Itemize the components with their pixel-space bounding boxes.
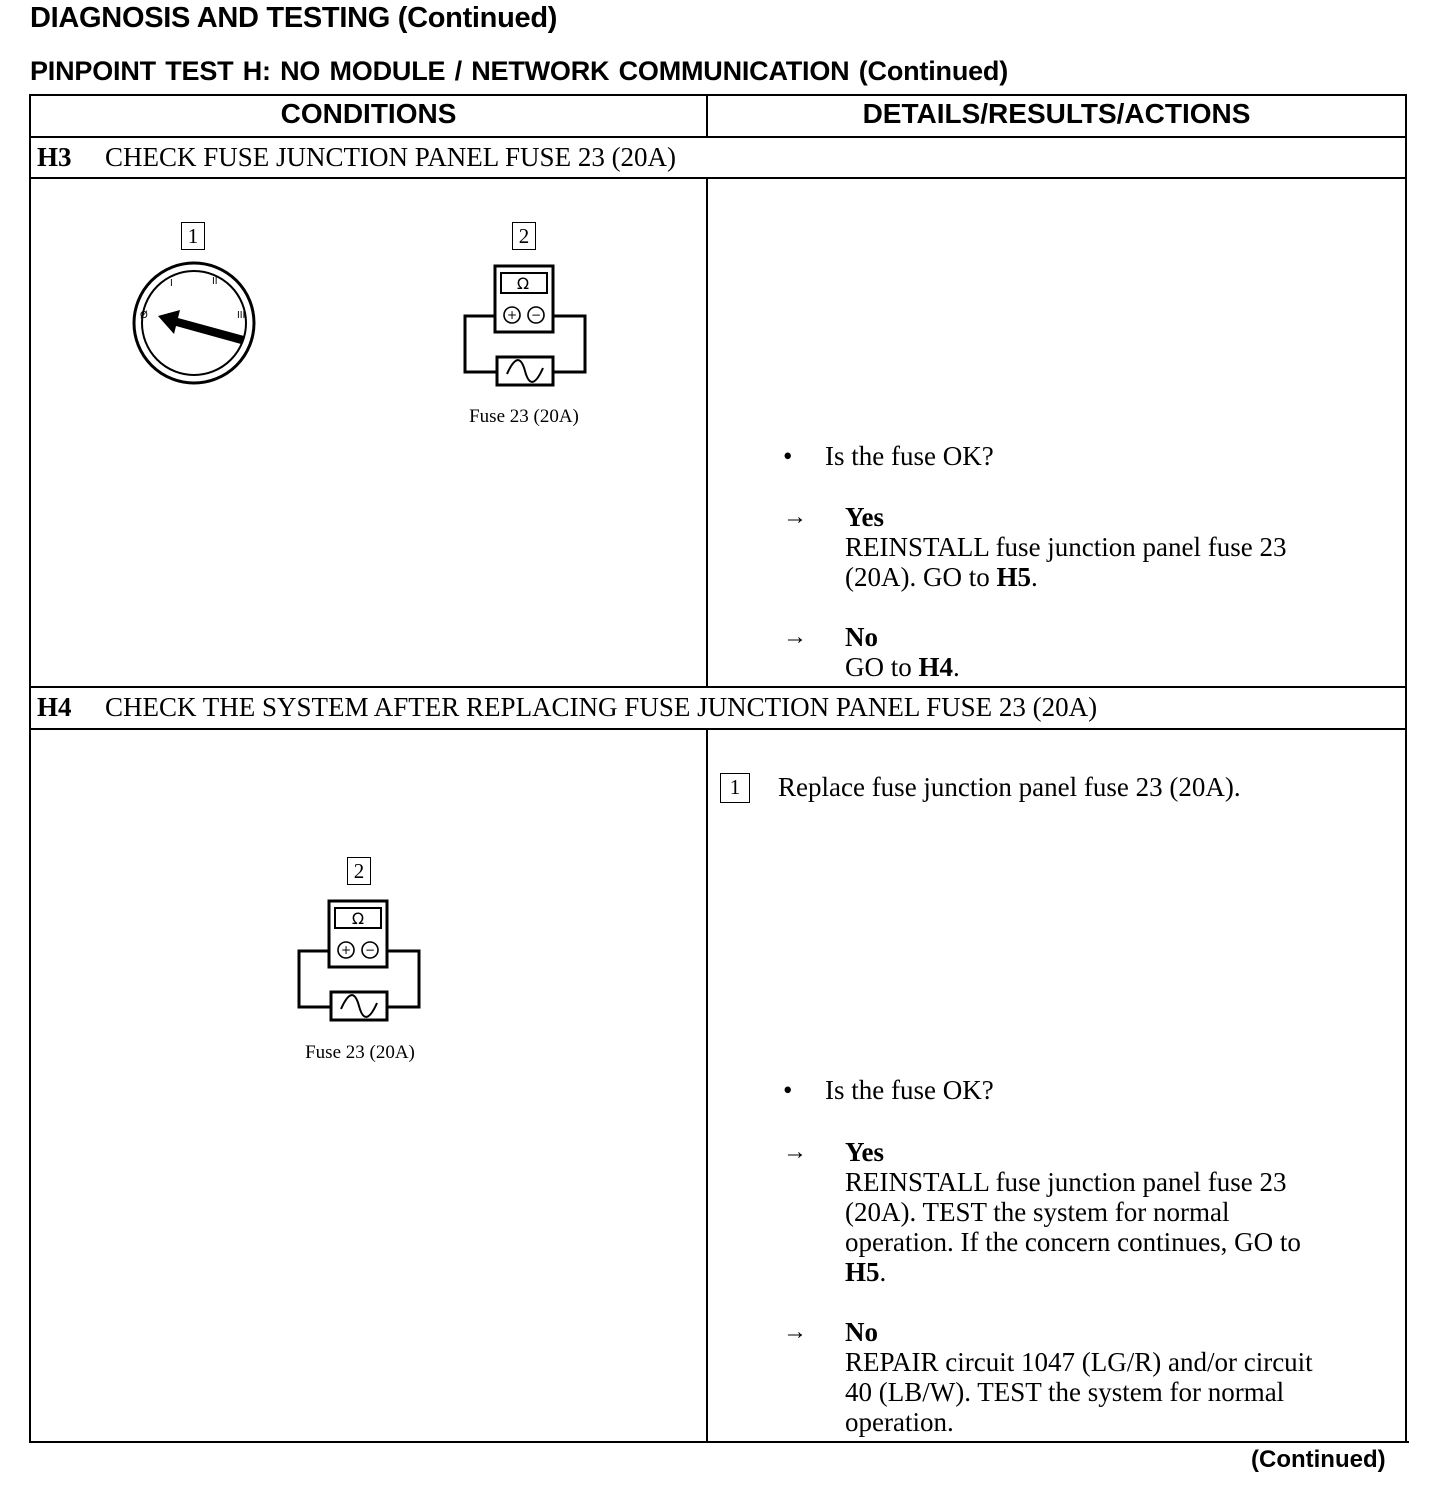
h4-question-bullet: • [783,1075,793,1105]
h4-yes-text-line1: REINSTALL fuse junction panel fuse 23 [845,1167,1287,1197]
h3-no-label: No [845,622,878,652]
h4-step-title: CHECK THE SYSTEM AFTER REPLACING FUSE JUNCTION PANEL FUSE 23 (20A) [105,692,1098,722]
svg-text:+: + [506,308,518,322]
h4-no-result [845,1317,1313,1437]
svg-text:−: − [364,943,376,957]
h4-step1-text: Replace fuse junction panel fuse 23 (20A). [778,772,1241,802]
h4-question: Is the fuse OK? [825,1075,994,1105]
svg-text:III: III [237,310,246,321]
h3-step1-box: 1 [181,222,205,250]
h3-step-title: CHECK FUSE JUNCTION PANEL FUSE 23 (20A) [105,142,677,172]
h4-yes-text-line2: (20A). TEST the system for normal [845,1197,1230,1227]
h3-no-arrow-icon: → [783,624,807,650]
h4-step-heading [37,692,1097,723]
column-divider-h4 [706,728,708,1442]
h3-yes-label: Yes [845,502,884,532]
h4-yes-text-line3: operation. If the concern continues, GO to [845,1227,1301,1257]
h3-yes-arrow-icon: → [783,504,807,530]
h4-step-id: H4 [37,692,72,722]
table-bottom-border [29,1441,1409,1443]
h3-question-bullet: • [783,441,793,471]
svg-text:II: II [212,276,218,287]
pinpoint-test-title: PINPOINT TEST H: NO MODULE / NETWORK COMMUNICATION (Continued) [30,56,1009,86]
svg-text:Ø: Ø [140,310,148,321]
h3-no-ref: H4 [918,652,954,682]
continued-note: (Continued) [1251,1446,1386,1473]
ignition-switch-icon [132,258,257,388]
h4-no-text-line3: operation. [845,1407,954,1437]
h4-step2-box: 2 [347,857,371,885]
h3-step-heading [37,142,676,173]
h3-yes-ref: H5 [996,562,1031,592]
h4-yes-label: Yes [845,1137,884,1167]
header-row-border [29,136,1407,138]
h4-no-text-line2: 40 (LB/W). TEST the system for normal [845,1377,1285,1407]
h3-yes-text-line2: (20A). GO to [845,562,997,592]
h3-fuse-label: Fuse 23 (20A) [469,406,579,427]
h4-title-border [29,728,1407,730]
table-left-border [29,94,31,1443]
h4-step1-box: 1 [720,773,750,803]
h3-ohm-symbol: Ω [516,274,530,293]
h3-step2-box: 2 [512,222,536,250]
h4-ohm-symbol: Ω [351,909,365,928]
h3-question: Is the fuse OK? [825,441,994,471]
h3-no-result: No GO to H4. [845,622,960,682]
h4-yes-ref: H5 [845,1257,880,1287]
page-title: DIAGNOSIS AND TESTING (Continued) [30,2,558,34]
h4-no-label: No [845,1317,878,1347]
svg-text:I: I [170,278,173,289]
column-divider-h3 [706,177,708,687]
h3-yes-result: Yes REINSTALL fuse junction panel fuse 23 (20A). GO to H5. [845,502,1287,592]
h3-title-border [29,177,1407,179]
h3-step-id: H3 [37,142,72,172]
h4-no-arrow-icon: → [783,1319,807,1345]
h4-no-text-line1: REPAIR circuit 1047 (LG/R) and/or circuit [845,1347,1313,1377]
h3-yes-text-line1: REINSTALL fuse junction panel fuse 23 [845,532,1287,562]
h3-bottom-border [29,686,1407,688]
conditions-column-header: CONDITIONS [280,98,457,129]
svg-text:+: + [340,943,352,957]
table-top-border [29,94,1407,96]
table-right-border [1405,94,1407,1443]
h4-yes-result: Yes REINSTALL fuse junction panel fuse 23 (20A). TEST the system for normal operation. If the concern continues, GO to H5. [845,1137,1301,1287]
details-column-header: DETAILS/RESULTS/ACTIONS [862,98,1251,129]
h4-yes-arrow-icon: → [783,1139,807,1165]
svg-text:−: − [530,308,542,322]
h3-no-text: GO to [845,652,919,682]
h4-fuse-label: Fuse 23 (20A) [305,1042,415,1063]
